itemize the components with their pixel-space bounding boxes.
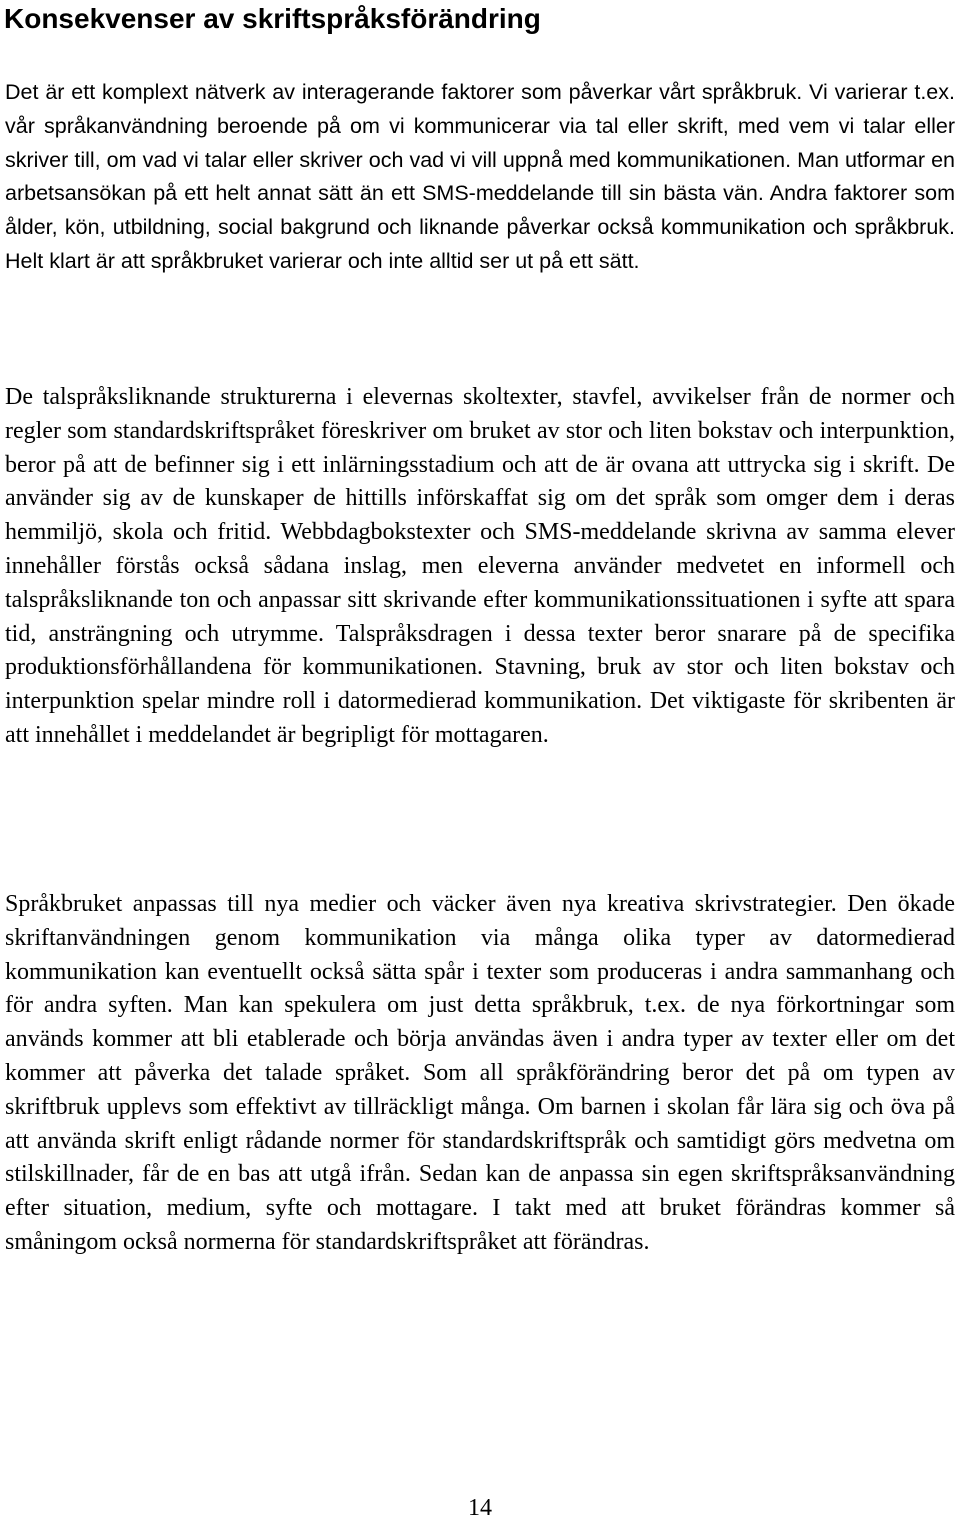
paragraph-1: Det är ett komplext nätverk av interagerande faktorer som påverkar vårt språkbruk. Vi varierar t.ex. vår språkanvändning beroende på om vi kommunicerar via tal eller skrift, med vem vi talar eller skriver till, om vad vi talar eller skriver och vad vi vill uppnå med kommunikationen. Man utformar en arbetsansökan på ett helt annat sätt än ett SMS-meddelande till sin bästa vän. Andra faktorer som ålder, kön, utbildning, social bakgrund och liknande påverkar också kommunikation och språkbruk. Helt klart är att språkbruket varierar och inte alltid ser ut på ett sätt. [5, 80, 955, 273]
page-number: 14 [468, 1495, 492, 1521]
paragraph-3: Språkbruket anpassas till nya medier och väcker även nya kreativa skrivstrategier. Den ökade skriftanvändningen genom kommunikation via många olika typer av datormedierad kommunikation kan eventuellt också sätta spår i texter som produceras i andra sammanhang och för andra syften. Man kan spekulera om just detta språkbruk, t.ex. de nya förkortningar som används kommer att bli etablerade och börja användas även i andra typer av texter eller om det kommer att påverka det talade språket. Som all språkförändring beror det på om typen av skriftbruk upplevs som effektivt av tillräckligt många. Om barnen i skolan får lära sig och öva på att använda skrift enligt rådande normer för standardskriftspråk och samtidigt görs medvetna om stilskillnader, får de en bas att utgå ifrån. Sedan kan de anpassa sin egen skriftspråksanvändning efter situation, medium, syfte och mottagare. I takt med att bruket förändras kommer så småningom också normerna för standardskriftspråket att förändras. [5, 891, 955, 1255]
section-heading: Konsekvenser av skriftspråksförändring [4, 3, 541, 34]
paragraph-2: De talspråksliknande strukturerna i elevernas skoltexter, stavfel, avvikelser från de normer och regler som standardskriftspråket föreskriver om bruket av stor och liten bokstav och interpunktion, beror på att de befinner sig i ett inlärningsstadium och att de är ovana att uttrycka sig i skrift. De använder sig av de kunskaper de hittills införskaffat sig om det språk som omger dem i deras hemmiljö, skola och fritid. Webbdagbokstexter och SMS-meddelande skrivna av samma elever innehåller förstås också sådana inslag, men eleverna använder medvetet en informell och talspråksliknande ton och anpassar sitt skrivande efter kommunikationssituationen i syfte att spara tid, ansträngning och utrymme. Talspråksdragen i dessa texter beror snarare på de specifika produktionsförhållandena för kommunikationen. Stavning, bruk av stor och liten bokstav och interpunktion spelar mindre roll i datormedierad kommunikation. Det viktigaste för skribenten är att innehållet i meddelandet är begripligt för mottagaren. [5, 384, 955, 748]
